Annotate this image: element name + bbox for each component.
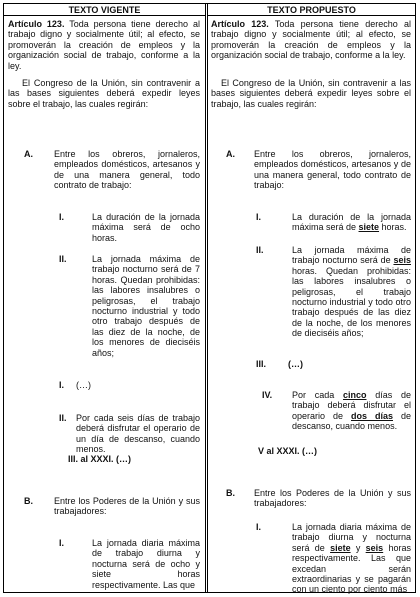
section-b-label: B. (24, 496, 33, 506)
fractions-v-xxxi: V al XXXI. (…) (258, 446, 318, 456)
fraction-iii-label: III. (256, 359, 267, 369)
fraction-iv-text: Por cada seis días de trabajo deberá disfrutar el operario de un día de descanso, cuando menos. (76, 413, 200, 455)
fraction-i-text: La duración de la jornada máxima será de ocho horas. (92, 212, 200, 243)
fraction-b-i-text (292, 522, 411, 595)
fraction-i-text (292, 212, 411, 233)
fraction-iv-changed-value-2: dos días (351, 410, 393, 421)
column-texto-propuesto (208, 16, 415, 595)
fraction-ii-label: II. (256, 245, 264, 255)
fraction-iv-text-pre: Por cada (292, 390, 343, 400)
fraction-b-i-text-post: horas respectivamente. Las que excedan serán extraordinarias y se pagarán con un ciento por ciento más (292, 542, 411, 595)
article-text: Toda persona tiene derecho al trabajo digno y socialmente útil; al efecto, se promoverán la creación de empleos y la organización social de trabajo, conforme a la ley. (211, 19, 411, 61)
section-a-text: Entre los obreros, jornaleros, empleados domésticos, artesanos y de una manera general, todo contrato de trabajo: (54, 149, 200, 191)
fraction-ii-text: La jornada máxima de trabajo nocturno será de 7 horas. Quedan prohibidas: las labores insalubres o peligrosas, el trabajo nocturno industrial y todo otro trabajo después de las diez de la noche, de los menores de dieciséis años; (92, 254, 200, 358)
fraction-ii-label: II. (59, 254, 67, 264)
fraction-iv-text-post: de descanso, cuando menos. (292, 410, 411, 432)
fraction-i-label: I. (59, 212, 65, 222)
fraction-iv-text (292, 390, 411, 432)
section-a-text: Entre los obreros, jornaleros, empleados domésticos, artesanos y de una manera general, todo contrato de trabajo: (254, 149, 411, 191)
column-divider (205, 4, 206, 592)
fraction-b-i-changed-value-1: siete (330, 542, 351, 553)
article-label: Artículo 123. (211, 19, 269, 29)
article-label: Artículo 123. (8, 19, 65, 29)
congreso-paragraph: El Congreso de la Unión, sin contravenir a las bases siguientes deberá expedir leyes sobre el trabajo, las cuales regirán: (8, 78, 200, 109)
fraction-i-changed-value: siete (358, 222, 380, 233)
header-texto-vigente: TEXTO VIGENTE (4, 4, 205, 16)
section-b-label: B. (226, 488, 235, 498)
fraction-iii-text: (…) (76, 380, 91, 390)
fraction-i-label: I. (256, 212, 262, 222)
article-paragraph (211, 19, 411, 61)
section-a-label: A. (24, 149, 33, 159)
comparison-table (3, 3, 416, 593)
fraction-ii-text (292, 245, 411, 339)
section-a-label: A. (226, 149, 235, 159)
fraction-i-text-post: horas. (379, 222, 407, 233)
fraction-i-text-pre: La duración de la jornada máxima será de (292, 212, 411, 233)
fraction-iv-label: II. (59, 413, 67, 423)
fraction-ii-text-post: horas. Quedan prohibidas: las labores insalubres o peligrosas, el trabajo nocturno industrial y todo otro trabajo después de las diez de la noche, de los menores de dieciséis años; (292, 265, 411, 339)
section-b-text: Entre los Poderes de la Unión y sus trabajadores: (54, 496, 200, 517)
fraction-ii-text-pre: La jornada máxima de trabajo nocturno será de (292, 245, 411, 266)
article-paragraph (8, 19, 200, 71)
fraction-iv-text-mid: días de trabajo deberá disfrutar el operario de (292, 390, 411, 421)
fraction-b-i-text-mid: y (350, 542, 366, 553)
fraction-b-i-text: La jornada diaria máxima de trabajo diurna y nocturna será de ocho y siete horas respectivamente. Las que (92, 538, 200, 590)
fractions-iii-xxxi: III. al XXXI. (…) (68, 454, 132, 464)
fraction-iv-changed-value-1: cinco (342, 390, 367, 400)
fraction-ii-changed-value: seis (393, 255, 411, 266)
fraction-iii-text: (…) (288, 359, 303, 369)
column-texto-vigente (4, 16, 205, 592)
header-texto-propuesto: TEXTO PROPUESTO (208, 4, 415, 16)
fraction-b-i-changed-value-2: seis (365, 542, 384, 553)
article-text: Toda persona tiene derecho al trabajo digno y socialmente útil; al efecto, se promoverán la creación de empleos y la organización social de trabajo, conforme a la ley. (8, 19, 200, 71)
congreso-paragraph: El Congreso de la Unión, sin contravenir a las bases siguientes deberá expedir leyes sobre el trabajo, las cuales regirán: (211, 78, 411, 109)
fraction-iv-label: IV. (262, 390, 273, 400)
fraction-b-i-label: I. (59, 538, 65, 548)
fraction-b-i-label: I. (256, 522, 262, 532)
fraction-iii-label: I. (59, 380, 65, 390)
section-b-text: Entre los Poderes de la Unión y sus trabajadores: (254, 488, 411, 509)
fraction-b-i-text-pre: La jornada diaria máxima de trabajo diurna y nocturna será de (292, 522, 411, 553)
